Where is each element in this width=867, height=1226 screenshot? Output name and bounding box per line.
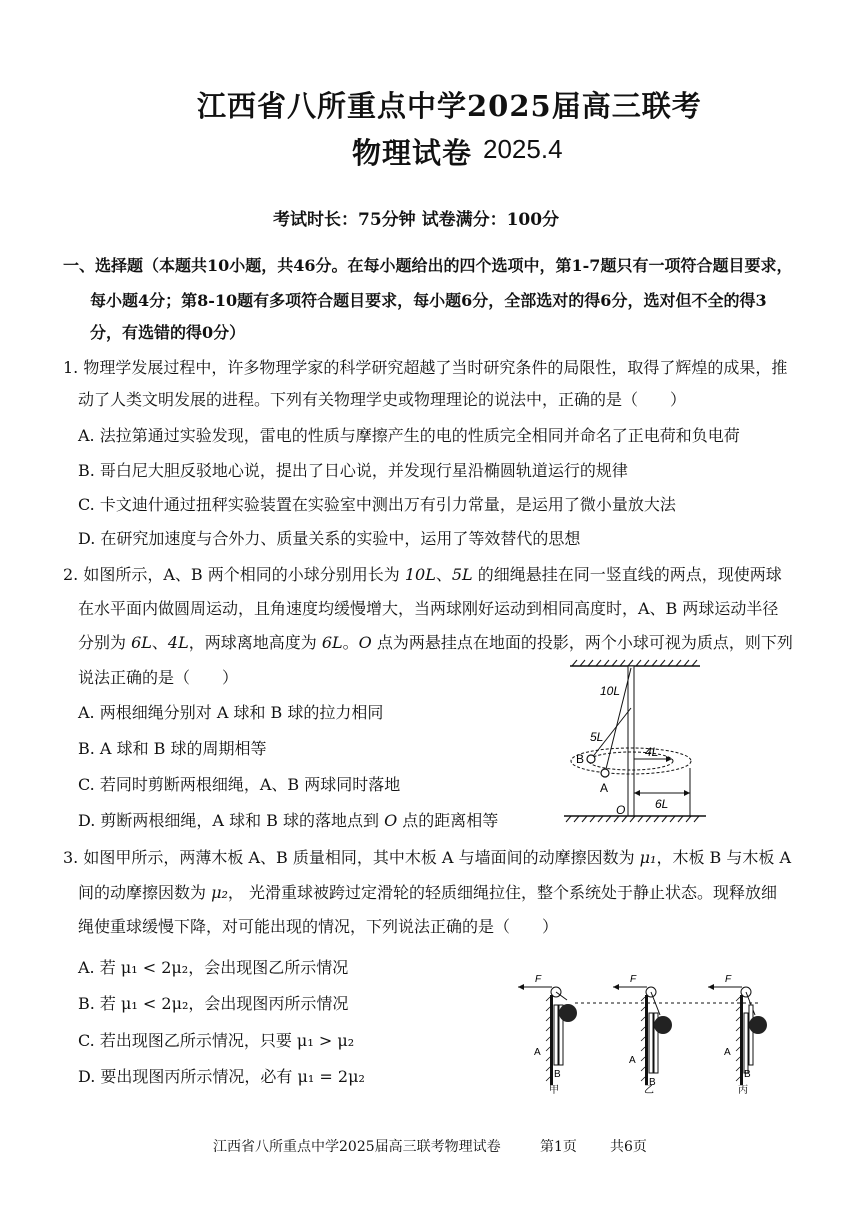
- svg-text:F: F: [725, 974, 732, 985]
- q2-option-d: D. 剪断两根细绳，A 球和 B 球的落地点到 O 点的距离相等: [78, 811, 499, 830]
- svg-text:F: F: [535, 974, 542, 985]
- q2-option-a: A. 两根细绳分别对 A 球和 B 球的拉力相同: [78, 703, 384, 722]
- svg-text:丙: 丙: [738, 1085, 748, 1095]
- panel-bing: [708, 974, 767, 1095]
- q3-option-a: A. 若 μ₁ < 2μ₂，会出现图乙所示情况: [78, 958, 349, 977]
- q1-option-d: D. 在研究加速度与合外力、质量关系的实验中，运用了等效替代的思想: [78, 529, 581, 548]
- q2-option-c: C. 若同时剪断两根细绳，A、B 两球同时落地: [78, 775, 401, 794]
- label-ball-a: A: [600, 781, 609, 795]
- footer-total-pages: 共6页: [610, 1139, 647, 1155]
- label-o: O: [616, 803, 626, 817]
- q1-stem-line1: 1. 物理学发展过程中，许多物理学家的科学研究超越了当时研究条件的局限性，取得了辉煌的成果，推: [63, 358, 788, 377]
- q2-pendulum-figure: [560, 658, 710, 828]
- exam-title: 江西省八所重点中学2025届高三联考: [197, 89, 702, 123]
- q3-option-c: C. 若出现图乙所示情况，只要 μ₁ > μ₂: [78, 1031, 355, 1050]
- section-heading-line2: 每小题4分；第8-10题有多项符合题目要求，每小题6分，全部选对的得6分，选对但不全的得3: [90, 291, 767, 310]
- q1-option-a: A. 法拉第通过实验发现，雷电的性质与摩擦产生的电的性质完全相同并命名了正电荷和负电荷: [78, 426, 740, 445]
- panel-yi: [613, 974, 672, 1095]
- label-5L: 5L: [590, 730, 604, 744]
- q2-stem-line1: 2. 如图所示，A、B 两个相同的小球分别用长为 10L、5L 的细绳悬挂在同一竖直线的两点，现使两球: [63, 565, 782, 584]
- q3-stem-line2: 间的动摩擦因数为 μ₂， 光滑重球被跨过定滑轮的轻质细绳拉住，整个系统处于静止状态。现释放细: [78, 883, 777, 902]
- q3-stem-line3: 绳使重球缓慢下降，对可能出现的情况，下列说法正确的是（ ）: [78, 917, 559, 936]
- panel-jia: [518, 974, 577, 1095]
- q2-option-b: B. A 球和 B 球的周期相等: [78, 739, 267, 758]
- svg-text:B: B: [744, 1069, 751, 1080]
- section-heading-line3: 分，有选错的得0分）: [90, 323, 246, 342]
- section-heading-line1: 一、选择题（本题共10小题，共46分。在每小题给出的四个选项中，第1-7题只有一项符合题目要求，: [63, 256, 793, 275]
- svg-text:甲: 甲: [549, 1085, 559, 1095]
- q1-option-c: C. 卡文迪什通过扭秤实验装置在实验室中测出万有引力常量，是运用了微小量放大法: [78, 495, 676, 514]
- svg-text:A: A: [629, 1055, 636, 1066]
- svg-text:A: A: [724, 1047, 731, 1058]
- svg-text:B: B: [649, 1077, 656, 1088]
- label-6L: 6L: [655, 797, 669, 811]
- q3-stem-line1: 3. 如图甲所示，两薄木板 A、B 质量相同，其中木板 A 与墙面间的动摩擦因数为 μ₁，木板 B 与木板 A: [63, 848, 792, 867]
- label-4L: 4L: [645, 745, 659, 759]
- exam-date: 2025.4: [483, 134, 563, 164]
- svg-text:乙: 乙: [644, 1085, 654, 1095]
- q3-option-d: D. 要出现图丙所示情况，必有 μ₁ = 2μ₂: [78, 1067, 365, 1086]
- q1-stem-line2: 动了人类文明发展的进程。下列有关物理学史或物理理论的说法中，正确的是（ ）: [78, 390, 687, 409]
- footer-page-number: 第1页: [540, 1139, 577, 1155]
- subject-title: 物理试卷: [352, 136, 473, 170]
- footer-exam-name: 江西省八所重点中学2025届高三联考物理试卷: [213, 1139, 501, 1155]
- exam-info: 考试时长：75分钟 试卷满分：100分: [273, 210, 560, 230]
- svg-text:F: F: [630, 974, 637, 985]
- q3-boards-figure: [510, 965, 780, 1095]
- q2-stem-line3: 分别为 6L、4L，两球离地高度为 6L。O 点为两悬挂点在地面的投影，两个小球可视为质点，则下列: [78, 633, 793, 652]
- q2-stem-line2: 在水平面内做圆周运动，且角速度均缓慢增大，当两球刚好运动到相同高度时，A、B 两球运动半径: [78, 599, 779, 618]
- q3-option-b: B. 若 μ₁ < 2μ₂，会出现图丙所示情况: [78, 994, 349, 1013]
- label-10L: 10L: [600, 684, 621, 698]
- svg-text:B: B: [554, 1069, 561, 1080]
- label-ball-b: B: [576, 752, 585, 766]
- q2-stem-line4: 说法正确的是（ ）: [78, 668, 239, 687]
- svg-text:A: A: [534, 1047, 541, 1058]
- q1-option-b: B. 哥白尼大胆反驳地心说，提出了日心说，并发现行星沿椭圆轨道运行的规律: [78, 461, 628, 480]
